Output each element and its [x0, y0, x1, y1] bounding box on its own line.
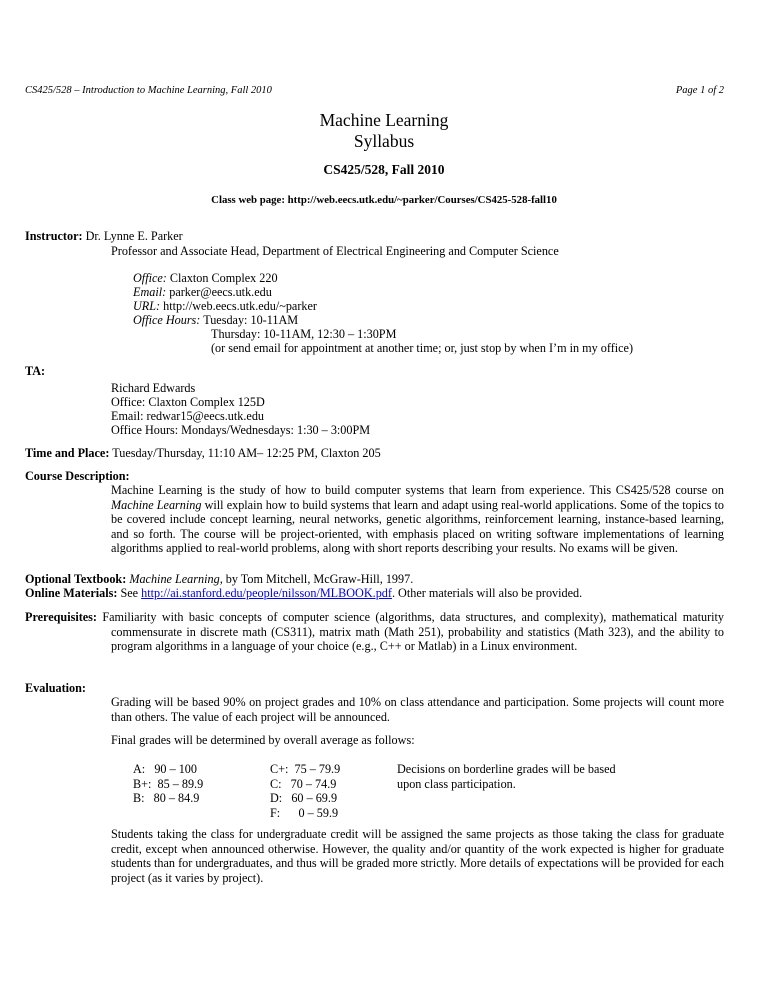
online-materials: Online Materials: See http://ai.stanford.edu/people/nilsson/MLBOOK.pdf. Other materials will also be provided. [25, 586, 583, 600]
instructor-line [25, 229, 183, 244]
web-page-label: Class web page: [211, 194, 285, 206]
grade-row: F: 0 – 59.9 [270, 805, 339, 820]
prerequisites: Prerequisites: Familiarity with basic concepts of computer science (algorithms, data structures, and complexity), mathematical maturity commensurate in discrete math (CS311), matrix math (Math 251), probability and statistics (Math 323), and the ability to program algorithms in a language of your choice (e.g., C++ or Matlab) in a Linux environment. [25, 610, 724, 653]
ta-office: Office: Claxton Complex 125D [111, 395, 265, 409]
borderline-note: Decisions on borderline grades will be based upon class participation. [397, 762, 616, 791]
ta-email: Email: redwar15@eecs.utk.edu [111, 409, 265, 423]
grade-row: D: 60 – 69.9 [270, 791, 338, 805]
evaluation-para3: Students taking the class for undergraduate credit will be assigned the same projects as those taking the class for graduate credit, except when announced otherwise. However, the quality and/or quantity of the work expected is higher for graduate students than for undergraduates, and thus will be graded more strictly. More details of expectations will be provided for each project (as it varies by project). [111, 827, 724, 885]
grade-row: B+: 85 – 89.9 [133, 776, 204, 791]
mlbook-link[interactable]: http://ai.stanford.edu/people/nilsson/MLBOOK.pdf [141, 586, 392, 600]
grade-row: B: 80 – 84.9 [133, 791, 200, 805]
evaluation-para2: Final grades will be determined by overall average as follows: [111, 733, 415, 747]
instructor-email: Email: parker@eecs.utk.edu [133, 285, 272, 299]
grade-row: C: 70 – 74.9 [270, 776, 337, 791]
time-place: Time and Place: Tuesday/Thursday, 11:10 AM– 12:25 PM, Claxton 205 [25, 446, 381, 460]
evaluation-para1: Grading will be based 90% on project grades and 10% on class attendance and participation. Some projects will count more than others. The value of each project will be announced. [111, 695, 724, 724]
ta-name: Richard Edwards [111, 381, 196, 395]
course-title: CS425/528, Fall 2010 [323, 162, 445, 177]
instructor-hours: Office Hours: Tuesday: 10-11AM [133, 313, 299, 327]
grade-row: C+: 75 – 79.9 [270, 762, 341, 776]
ta-hours: Office Hours: Mondays/Wednesdays: 1:30 – 3:00PM [111, 423, 371, 437]
class-web-page [0, 193, 768, 208]
instructor-hours-3: (or send email for appointment at another time; or, just stop by when I’m in my office) [211, 341, 634, 355]
instructor-label: Instructor: [25, 229, 83, 243]
title-line1: Machine Learning [319, 110, 449, 130]
instructor-office: Office: Claxton Complex 220 [133, 271, 278, 285]
title-line2: Syllabus [353, 131, 415, 151]
instructor-url: URL: http://web.eecs.utk.edu/~parker [133, 299, 317, 313]
textbook-line: Optional Textbook: Machine Learning, by Tom Mitchell, McGraw-Hill, 1997. [25, 572, 414, 586]
header-page-number: Page 1 of 2 [675, 85, 724, 96]
description-text: Machine Learning is the study of how to build computer systems that learn from experience. This CS425/528 course on Machine Learning will explain how to build systems that learn and adapt using real-world applications. Some of the topics to be covered include concept learning, neural networks, genetic algorithms, reinforcement learning, instance-based learning, and so forth. The course will be project-oriented, with emphasis placed on writing software implementations of learning algorithms applied to real-world problems, along with short reports describing your results. No exams will be given. [111, 483, 724, 555]
instructor-hours-2: Thursday: 10-11AM, 12:30 – 1:30PM [211, 327, 397, 341]
grades-column-2 [270, 762, 340, 820]
description-label: Course Description: [25, 469, 130, 483]
web-page-url: http://web.eecs.utk.edu/~parker/Courses/CS425-528-fall10 [287, 194, 557, 206]
header-course: CS425/528 – Introduction to Machine Learning, Fall 2010 [25, 85, 272, 96]
grades-column-1 [133, 762, 203, 806]
instructor-position: Professor and Associate Head, Department of Electrical Engineering and Computer Science [111, 244, 559, 258]
evaluation-label: Evaluation: [25, 681, 86, 695]
instructor-name: Dr. Lynne E. Parker [85, 229, 183, 243]
grade-row: A: 90 – 100 [133, 762, 197, 776]
ta-label: TA: [25, 364, 46, 378]
